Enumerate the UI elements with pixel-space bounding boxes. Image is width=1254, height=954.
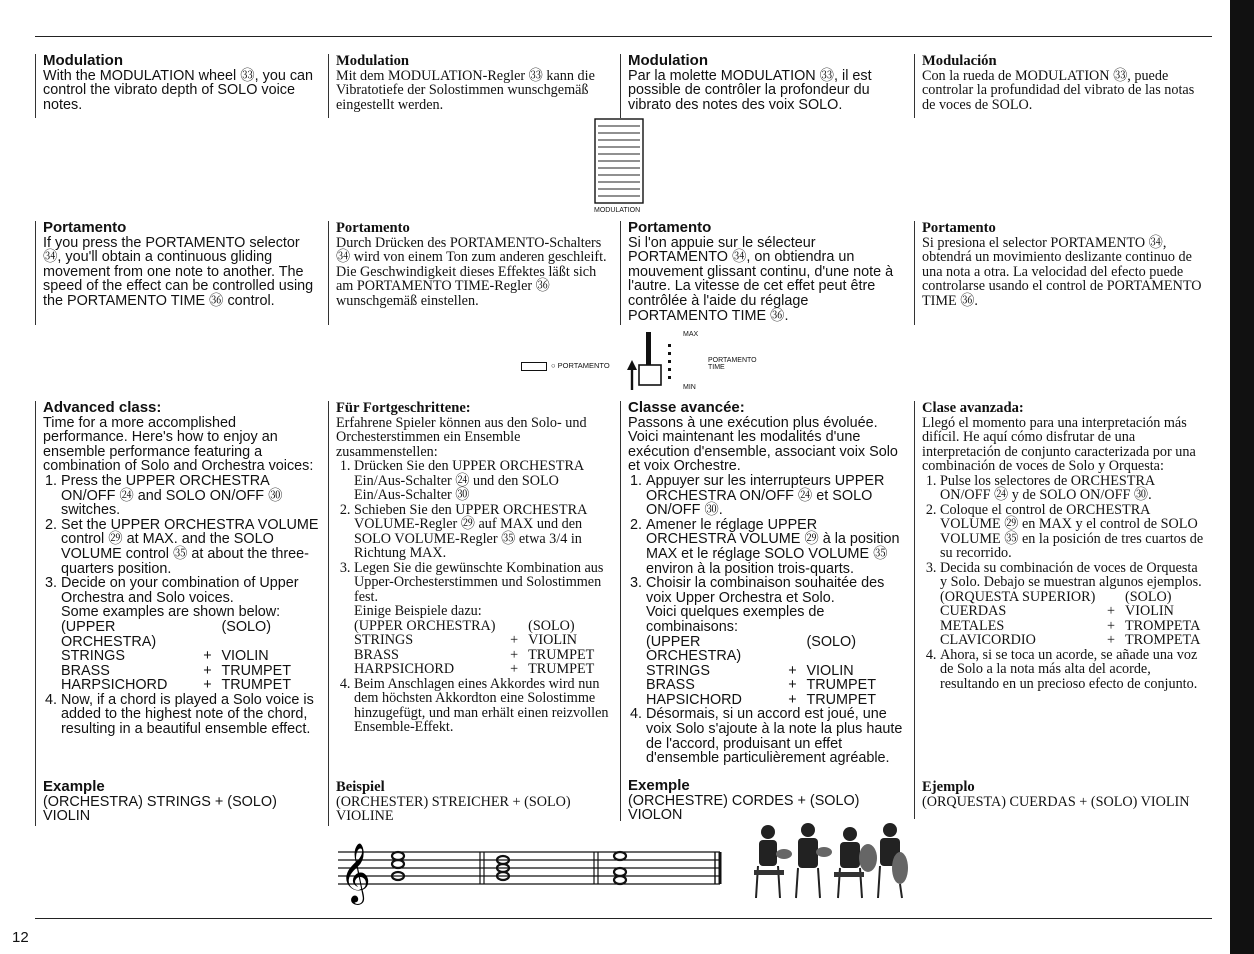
section-text: Durch Drücken des PORTAMENTO-Schalters ㉞ wird von einem Ton zum anderen geschleift. Die Geschwindigkeit dieses Effektes läßt sich am PORTAMENTO TIME-Regler ㊱ wunschgemäß einstellen. bbox=[336, 234, 607, 309]
combo-cell: (SOLO) bbox=[528, 617, 575, 634]
min-label: MIN bbox=[683, 384, 696, 391]
combo-cell: TROMPETA bbox=[1125, 632, 1201, 648]
section-text: Si l'on appuie sur le sélecteur PORTAMENTO ㉞, on obtiendra un mouvement glissant continu, d'une note à l'autre. La vitesse de cet effet peut être contrôlée à l'aide du réglage PORTAMENTO TIME ㊱. bbox=[628, 234, 894, 324]
section-text: If you press the PORTAMENTO selector ㉞, you'll obtain a continuous gliding movement from one note to another. The speed of the effect can be controlled using the PORTAMENTO TIME ㊱ control. bbox=[43, 234, 314, 309]
combo-cell: BRASS bbox=[354, 646, 399, 663]
step-3 bbox=[61, 576, 321, 693]
combo-cell: HARPSICHORD bbox=[354, 661, 455, 677]
combo-cell: + bbox=[510, 632, 519, 648]
combo-cell: TRUMPET bbox=[221, 662, 291, 679]
combo-cell: (UPPER ORCHESTRA) bbox=[61, 618, 157, 650]
combo-cell: + bbox=[1106, 632, 1115, 648]
combo-cell: HAPSICHORD bbox=[646, 691, 742, 708]
example-title: Ejemplo bbox=[922, 779, 975, 795]
combo-cell: VIOLIN bbox=[1125, 603, 1174, 619]
section-text: Mit dem MODULATION-Regler ㉝ kann die Vibratotiefe der Solostimmen wunschgemäß eingestellt werden. bbox=[336, 67, 595, 113]
example-block bbox=[336, 780, 596, 824]
step-2: 2. Set the UPPER ORCHESTRA VOLUME control ㉙ at MAX. and the SOLO VOLUME control ㉟ at about the three-quarters position. bbox=[61, 518, 321, 576]
combo-cell: (UPPER ORCHESTRA) bbox=[646, 633, 742, 665]
section-title: Portamento bbox=[336, 220, 410, 236]
step-2: 2. Schieben Sie den UPPER ORCHESTRA VOLUME-Regler ㉙ auf MAX und den SOLO VOLUME-Regler ㉟ etwa 3/4 in Richtung MAX. bbox=[354, 503, 613, 561]
example-text: (ORCHESTRA) STRINGS + (SOLO) VIOLIN bbox=[43, 793, 277, 825]
combo-cell: STRINGS bbox=[61, 648, 125, 665]
portamento-switch bbox=[521, 362, 547, 371]
combo-cell: + bbox=[510, 646, 519, 663]
combo-table bbox=[940, 590, 1202, 648]
steps-list bbox=[628, 474, 905, 766]
combo-cell: (SOLO) bbox=[1125, 588, 1172, 605]
step-4: 4. Now, if a chord is played a Solo voice is added to the highest note of the chord, resulting in a beautiful ensemble effect. bbox=[61, 693, 321, 737]
step-3-text: Legen Sie die gewünschte Kombination aus Upper-Orchesterstimmen und Solostimmen fest. bbox=[354, 559, 604, 605]
combo-cell: BRASS bbox=[61, 662, 110, 679]
section-text: With the MODULATION wheel ㉝, you can control the vibrato depth of SOLO voice notes. bbox=[43, 67, 314, 113]
example-text: (ORQUESTA) CUERDAS + (SOLO) VIOLIN bbox=[922, 793, 1190, 810]
modulation-es bbox=[914, 54, 1204, 118]
step-3 bbox=[646, 576, 905, 707]
step-4: 4. Désormais, si un accord est joué, une voix Solo s'ajoute à la note la plus haute de l'accord, produisant un effet d'ensemble particulièrement agréable. bbox=[646, 707, 905, 765]
page-edge-bar bbox=[1230, 0, 1254, 954]
section-intro: Passons à une exécution plus évoluée. Voici maintenant les modalités d'une exécution d'ensemble, associant voix Solo et voix Orchestre. bbox=[628, 414, 898, 475]
combo-cell: TRUMPET bbox=[528, 646, 595, 663]
combo-cell bbox=[782, 635, 802, 664]
step-1: 1. Pulse los selectores de ORCHESTRA ON/OFF ㉔ y de SOLO ON/OFF ㉚. bbox=[940, 474, 1206, 503]
example-text: (ORCHESTRE) CORDES + (SOLO) VIOLON bbox=[628, 792, 860, 824]
combo-cell: TROMPETA bbox=[1125, 617, 1201, 634]
combo-cell: + bbox=[203, 677, 212, 694]
combo-cell bbox=[197, 620, 217, 649]
advanced-es bbox=[914, 401, 1206, 819]
portamento-en bbox=[35, 221, 317, 325]
combo-cell bbox=[504, 619, 524, 634]
portamento-time-slider bbox=[624, 328, 676, 394]
modulation-fr bbox=[620, 54, 905, 118]
portamento-fr bbox=[620, 221, 905, 325]
combo-cell: CLAVICORDIO bbox=[940, 632, 1036, 648]
combo-cell: (ORQUESTA SUPERIOR) bbox=[940, 588, 1096, 605]
step-3 bbox=[940, 561, 1206, 648]
combo-cell: VIOLIN bbox=[528, 632, 577, 648]
portamento-es bbox=[914, 221, 1204, 325]
page-number: 12 bbox=[12, 929, 29, 946]
section-title: Modulation bbox=[628, 52, 708, 69]
section-title: Für Fortgeschrittene: bbox=[336, 400, 471, 416]
example-block bbox=[922, 780, 1189, 809]
combo-cell: TRUMPET bbox=[528, 661, 595, 677]
max-label: MAX bbox=[683, 331, 699, 338]
treble-clef-icon: 𝄞 bbox=[340, 843, 371, 903]
combo-cell: VIOLIN bbox=[806, 662, 854, 679]
combo-cell: HARPSICHORD bbox=[61, 677, 168, 694]
example-title: Exemple bbox=[628, 777, 690, 794]
steps-list bbox=[922, 474, 1206, 692]
portamento-switch-label bbox=[551, 362, 610, 369]
music-staff-illustration bbox=[338, 840, 722, 906]
example-block bbox=[43, 780, 321, 824]
step-3-sub: Voici quelques exemples de combinaisons: bbox=[646, 604, 825, 635]
step-3 bbox=[354, 561, 613, 677]
step-3-text: Decide on your combination of Upper Orchestra and Solo voices. bbox=[61, 575, 299, 606]
section-text: Par la molette MODULATION ㉝, il est possible de contrôler la profondeur du vibrato des notes des voix SOLO. bbox=[628, 67, 872, 113]
step-2: 2. Coloque el control de ORCHESTRA VOLUME ㉙ en MAX y el control de SOLO VOLUME ㉟ en la posición de tres cuartos de su recorrido. bbox=[940, 503, 1206, 561]
section-text: Si presiona el selector PORTAMENTO ㉞, obtendrá un movimiento deslizante continuo de una nota a otra. La velocidad del efecto puede controlarse usando el control de PORTAMENTO TIME ㊱. bbox=[922, 234, 1202, 309]
combo-cell: + bbox=[788, 662, 797, 679]
combo-cell: + bbox=[203, 648, 212, 665]
combo-cell: (SOLO) bbox=[221, 618, 272, 635]
combo-cell: + bbox=[510, 661, 519, 677]
section-title: Clase avanzada: bbox=[922, 400, 1024, 416]
section-title: Advanced class: bbox=[43, 399, 162, 416]
step-4: 4. Ahora, si se toca un acorde, se añade una voz de Solo a la nota más alta del acorde, resultando en un precioso efecto de conjunto. bbox=[940, 648, 1206, 692]
steps-list bbox=[43, 474, 321, 737]
steps-list bbox=[336, 459, 613, 735]
modulation-de bbox=[328, 54, 613, 118]
step-4: 4. Beim Anschlagen eines Akkordes wird nun dem höchsten Akkordton eine Solostimme hinzugefügt, und man erhält einen reizvollen Ensemble-Effekt. bbox=[354, 677, 613, 735]
orchestra-players-image bbox=[750, 818, 912, 902]
section-title: Modulation bbox=[43, 52, 123, 69]
section-title: Portamento bbox=[43, 219, 127, 236]
modulation-label: MODULATION bbox=[594, 207, 641, 214]
combo-cell bbox=[1101, 590, 1121, 605]
example-title: Beispiel bbox=[336, 779, 385, 795]
combo-cell: + bbox=[1106, 617, 1115, 634]
combo-cell: + bbox=[788, 677, 797, 694]
step-1: 1. Press the UPPER ORCHESTRA ON/OFF ㉔ and SOLO ON/OFF ㉚ switches. bbox=[61, 474, 321, 518]
section-title: Classe avancée: bbox=[628, 399, 745, 416]
combo-cell: TRUMPET bbox=[806, 677, 876, 694]
combo-cell: (UPPER ORCHESTRA) bbox=[354, 617, 496, 634]
modulation-en bbox=[35, 54, 317, 118]
combo-cell: + bbox=[788, 691, 797, 708]
combo-cell: BRASS bbox=[646, 677, 695, 694]
section-intro: Erfahrene Spieler können aus den Solo- und Orchesterstimmen ein Ensemble zusammenstellen: bbox=[336, 414, 587, 460]
bottom-rule bbox=[35, 918, 1212, 919]
step-3-text: Decida su combinación de voces de Orquesta y Solo. Debajo se muestran algunos ejemplos. bbox=[940, 559, 1202, 590]
section-title: Modulación bbox=[922, 53, 997, 69]
advanced-fr bbox=[620, 399, 905, 824]
portamento-label-text: PORTAMENTO bbox=[557, 361, 610, 370]
section-text: Con la rueda de MODULATION ㉝, puede controlar la profundidad del vibrato de las notas de voces de SOLO. bbox=[922, 67, 1195, 113]
combo-cell: + bbox=[1106, 603, 1115, 619]
section-title: Portamento bbox=[922, 220, 996, 236]
combo-cell: + bbox=[203, 662, 212, 679]
portamento-de bbox=[328, 221, 613, 325]
step-3-sub: Some examples are shown below: bbox=[61, 604, 281, 621]
step-3-sub: Einige Beispiele dazu: bbox=[354, 603, 482, 619]
combo-table bbox=[61, 620, 291, 693]
example-block bbox=[628, 779, 905, 823]
switch-indicator-icon: ○ bbox=[551, 361, 558, 370]
advanced-de bbox=[328, 401, 613, 826]
example-text: (ORCHESTER) STREICHER + (SOLO) VIOLINE bbox=[336, 793, 571, 824]
combo-cell: TRUMPET bbox=[806, 691, 876, 708]
section-intro: Time for a more accomplished performance. Here's how to enjoy an ensemble performance featuring a combination of Solo and Orchestra voices: bbox=[43, 414, 314, 475]
combo-cell: STRINGS bbox=[646, 662, 710, 679]
advanced-en bbox=[35, 401, 321, 826]
portamento-time-label: PORTAMENTO TIME bbox=[708, 357, 757, 371]
example-title: Example bbox=[43, 778, 105, 795]
step-2: 2. Amener le réglage UPPER ORCHESTRA VOLUME ㉙ à la position MAX et le réglage SOLO VOLUME ㉟ environ à la position trois-quarts. bbox=[646, 518, 905, 576]
combo-cell: CUERDAS bbox=[940, 603, 1007, 619]
combo-cell: TRUMPET bbox=[221, 677, 291, 694]
combo-cell: STRINGS bbox=[354, 632, 414, 648]
section-intro: Llegó el momento para una interpretación más difícil. He aquí cómo disfrutar de una interpretación de conjunto caracterizada por una combinación de voces de Solo y Orquesta: bbox=[922, 414, 1196, 474]
combo-cell: VIOLIN bbox=[221, 648, 269, 665]
section-title: Portamento bbox=[628, 219, 712, 236]
modulation-wheel-diagram bbox=[592, 116, 648, 206]
combo-cell: METALES bbox=[940, 617, 1005, 634]
top-rule bbox=[35, 36, 1212, 37]
section-title: Modulation bbox=[336, 53, 409, 69]
step-1: 1. Appuyer sur les interrupteurs UPPER ORCHESTRA ON/OFF ㉔ et SOLO ON/OFF ㉚. bbox=[646, 474, 905, 518]
step-1: 1. Drücken Sie den UPPER ORCHESTRA Ein/Aus-Schalter ㉔ und den SOLO Ein/Aus-Schalter ㉚ bbox=[354, 459, 613, 503]
step-3-text: Choisir la combinaison souhaitée des voix Upper Orchestra et Solo. bbox=[646, 575, 885, 606]
combo-table bbox=[646, 635, 876, 708]
combo-cell: (SOLO) bbox=[806, 633, 857, 650]
combo-table bbox=[354, 619, 599, 677]
